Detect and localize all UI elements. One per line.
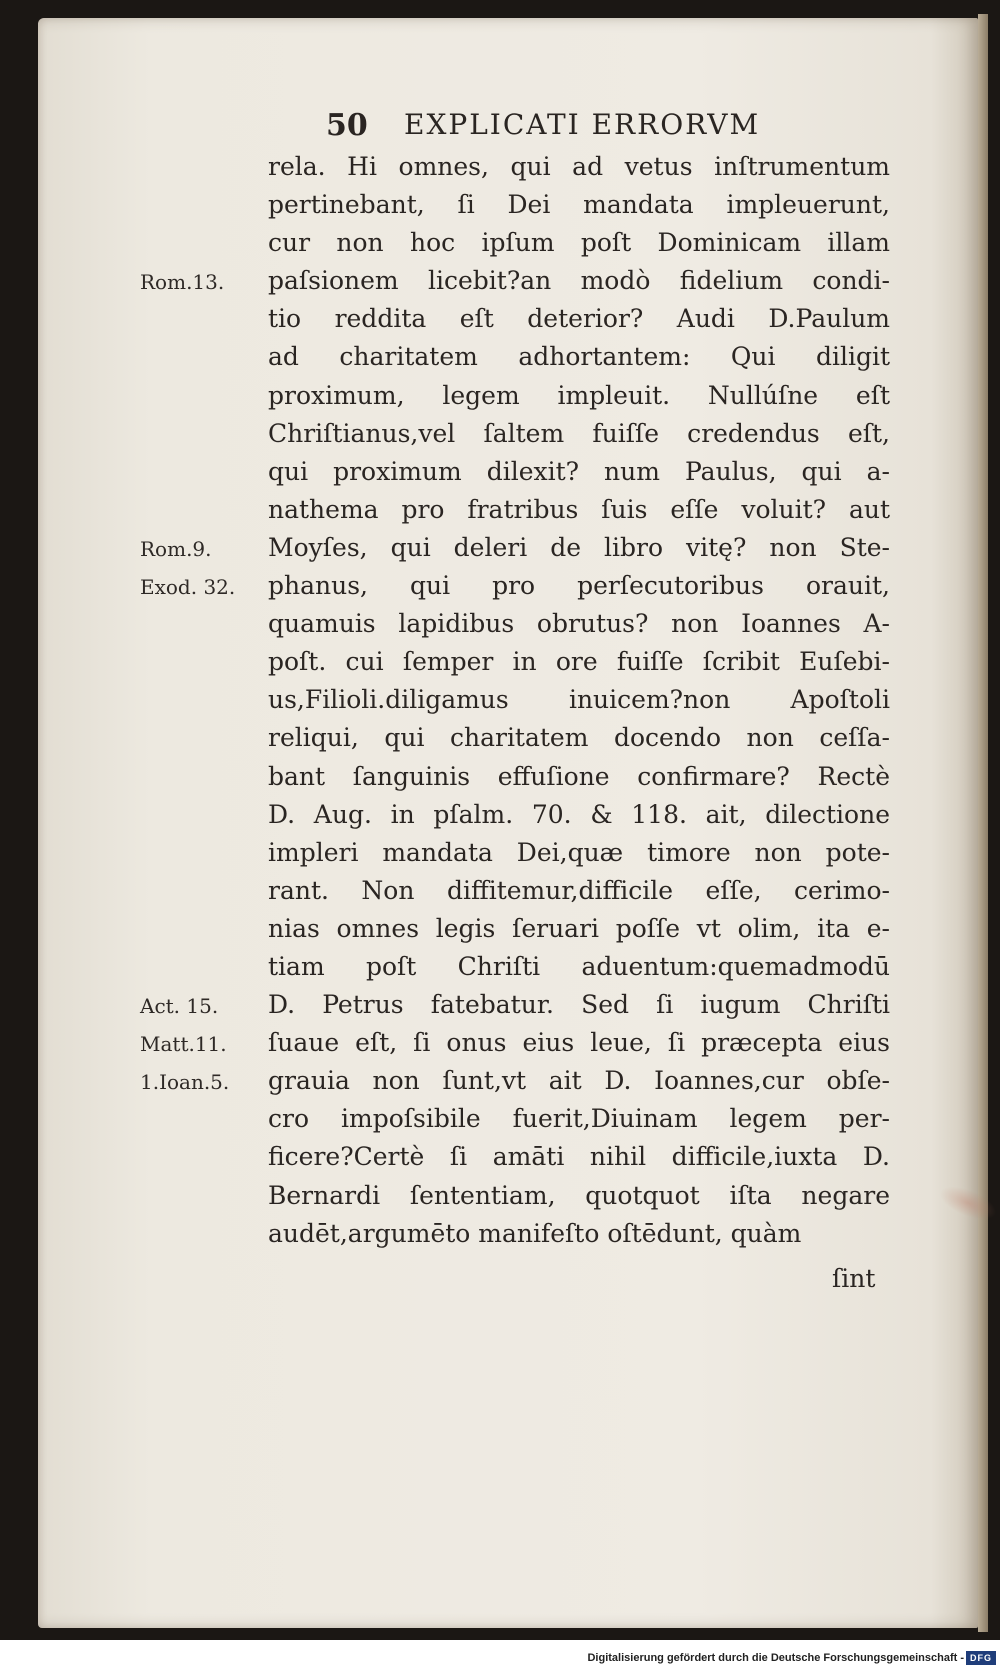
margin-reference: 1.Ioan.5.: [140, 1070, 230, 1095]
page-header: [300, 108, 860, 148]
text-line: rela. Hi omnes, qui ad vetus inſtrumentum: [268, 152, 890, 181]
text-line: tiam poſt Chriſti aduentum:quemadmodū: [268, 951, 890, 981]
text-line: qui proximum dilexit? num Paulus, qui a-: [268, 456, 890, 486]
margin-reference: Rom.13.: [140, 270, 225, 295]
text-line: grauia non ſunt,vt ait D. Ioannes,cur obſe-: [268, 1066, 890, 1096]
dfg-logo[interactable]: DFG: [966, 1651, 996, 1665]
text-line: poſt. cui ſemper in ore fuiſſe ſcribit Euſebi-: [268, 647, 890, 677]
text-line: rant. Non diffitemur,difficile eſſe, cerimo-: [268, 875, 890, 905]
text-line: nathema pro fratribus ſuis eſſe voluit? aut: [268, 494, 890, 524]
text-line: us,Filioli.diligamus inuicem?non Apoſtoli: [268, 685, 890, 715]
text-line: quamuis lapidibus obrutus? non Ioannes A-: [268, 609, 890, 639]
text-line: bant ſanguinis effuſione confirmare? Rectè: [268, 761, 890, 791]
catchword: ſint: [832, 1264, 876, 1293]
text-line: phanus, qui pro perſecutoribus orauit,: [268, 571, 890, 601]
text-line: ſuaue eſt, ſi onus eius leue, ſi præcepta eius: [268, 1028, 890, 1058]
text-line: audēt,argumēto manifeſto oſtēdunt, quàm: [268, 1218, 802, 1248]
text-line: reliqui, qui charitatem docendo non ceſſa-: [268, 723, 890, 753]
text-line: Chriſtianus,vel ſaltem fuiſſe credendus eſt,: [268, 418, 890, 448]
page-edge: [978, 14, 988, 1632]
text-line: tio reddita eſt deterior? Audi D.Paulum: [268, 304, 890, 334]
text-line: ficere?Certè ſi amāti nihil difficile,iuxta D.: [268, 1142, 890, 1172]
margin-reference: Exod. 32.: [140, 575, 236, 600]
text-line: proximum, legem impleuit. Nullúſne eſt: [268, 380, 890, 410]
text-line: cro impoſsibile fuerit,Diuinam legem per-: [268, 1104, 890, 1134]
page-number: 50: [326, 108, 368, 143]
margin-reference: Act. 15.: [140, 994, 219, 1019]
text-line: ad charitatem adhortantem: Qui diligit: [268, 342, 890, 372]
text-line: pertinebant, ſi Dei mandata impleuerunt,: [268, 190, 890, 220]
text-line: Moyſes, qui deleri de libro vitę? non Ste-: [268, 532, 890, 562]
margin-reference: Rom.9.: [140, 537, 212, 561]
main-text-block: [268, 148, 890, 1253]
text-line: cur non hoc ipſum poſt Dominicam illam: [268, 228, 890, 258]
text-line: nias omnes legis ſeruari poſſe vt olim, ita e-: [268, 913, 890, 943]
text-line: D. Petrus fatebatur. Sed ſi iugum Chriſti: [268, 990, 890, 1020]
running-head: EXPLICATI ERRORVM: [404, 108, 761, 141]
margin-reference: Matt.11.: [140, 1032, 227, 1057]
text-line: paſsionem licebit?an modò fidelium condi-: [268, 266, 890, 296]
digitization-footer: [0, 1648, 1000, 1670]
text-line: impleri mandata Dei,quæ timore non pote-: [268, 837, 890, 867]
text-line: D. Aug. in pſalm. 70. & 118. ait, dilectione: [268, 799, 890, 829]
funding-credit: Digitalisierung gefördert durch die Deutsche Forschungsgemeinschaft -: [587, 1652, 964, 1664]
text-line: Bernardi ſententiam, quotquot iſta negare: [268, 1180, 890, 1210]
